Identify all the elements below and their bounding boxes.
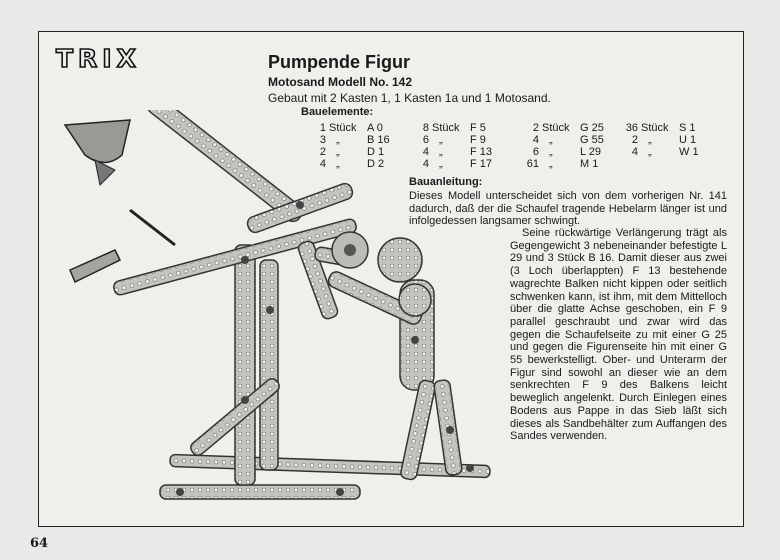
parts-list-item (523, 134, 614, 146)
sieve-tray (70, 250, 120, 282)
part-quantity: 4 (631, 146, 638, 158)
part-code: B 16 (367, 134, 390, 146)
part-quantity: 8 (422, 122, 429, 134)
instructions-heading: Bauanleitung: (409, 176, 483, 188)
part-quantity: 2 (631, 134, 638, 146)
part-quantity: 6 (422, 134, 429, 146)
shoulder-disc (399, 284, 431, 316)
base-foot-left (160, 485, 360, 499)
instructions-paragraph-1: Dieses Modell unterscheidet sich von dem vorherigen Nr. 141 dadurch, daß der die Schaufel tragende Hebelarm länger ist und infolgedessen langsamer schwingt. (409, 190, 727, 228)
page-number: 64 (30, 536, 49, 551)
part-code: D 2 (367, 158, 385, 170)
part-unit: „ (549, 158, 553, 170)
part-unit: „ (439, 134, 443, 146)
part-unit: „ (336, 146, 340, 158)
column-strip (235, 245, 255, 485)
instructions-paragraph-2: Seine rückwärtige Verlängerung trägt als Gegengewicht 3 nebeneinander befestigte L 29 und 3 Stück B 16. Damit dieser aus zwei (3 Loch überlappten) F 13 bestehende wagrechte Balken nicht kippen oder seitlich schwenken kann, ist ihm, mit dem Mittelloch über die glatte Achse geschoben, ein F 9 parallel geschraubt und zwar wird das gegen die Schaufelseite zu mit einer G 25 und gegen die Figurenseite hin mit einer G 55 bewerkstelligt. Ober- und Unterarm der Figur sind sowohl an dieser wie an dem senkrechten F 9 des Balkens leicht beweglich angelenkt. Durch Einlegen eines Bodens aus Pappe in das Sieb läßt sich dieses als Sandbehälter zum Auffangen des Sandes verwenden. (510, 227, 727, 443)
column-strip-2 (260, 260, 278, 470)
part-quantity: 6 (532, 146, 539, 158)
part-quantity: 4 (422, 158, 429, 170)
part-code: M 1 (580, 158, 599, 170)
parts-list-item (523, 158, 614, 170)
part-unit: Stück (641, 122, 669, 134)
figure-head (378, 238, 422, 282)
shovel-funnel (65, 120, 130, 163)
part-unit: „ (336, 134, 340, 146)
part-code: G 25 (580, 122, 604, 134)
trix-logo: TRIX (56, 44, 141, 73)
part-quantity: 4 (532, 134, 539, 146)
part-code: F 17 (470, 158, 493, 170)
part-code: W 1 (679, 146, 699, 158)
parts-list-item (622, 146, 713, 158)
base-strip (170, 454, 490, 477)
part-quantity: 2 (319, 146, 326, 158)
part-code: F 5 (470, 122, 486, 134)
model-subtitle: Motosand Modell No. 142 (268, 75, 413, 89)
parts-heading: Bauelemente: (301, 106, 374, 118)
part-unit: „ (336, 158, 340, 170)
part-code: F 9 (470, 134, 486, 146)
part-quantity: 4 (422, 146, 429, 158)
part-unit: Stück (542, 122, 570, 134)
part-quantity: 1 (319, 122, 326, 134)
parts-list-item (523, 146, 614, 158)
parts-list-item (523, 122, 614, 134)
part-code: L 29 (580, 146, 602, 158)
part-quantity: 61 (526, 158, 539, 170)
part-code: U 1 (679, 134, 697, 146)
part-code: G 55 (580, 134, 604, 146)
part-unit: „ (549, 134, 553, 146)
part-quantity: 4 (319, 158, 326, 170)
part-code: S 1 (679, 122, 696, 134)
part-quantity: 2 (532, 122, 539, 134)
built-with-line: Gebaut mit 2 Kasten 1, 1 Kasten 1a und 1 Motosand. (268, 91, 551, 105)
part-unit: „ (549, 146, 553, 158)
model-illustration (60, 110, 500, 510)
part-unit: „ (648, 146, 652, 158)
parts-list-item (622, 134, 713, 146)
part-quantity: 36 (625, 122, 638, 134)
part-unit: „ (648, 134, 652, 146)
shovel-rod (130, 210, 175, 245)
part-unit: „ (439, 146, 443, 158)
part-unit: Stück (329, 122, 357, 134)
part-unit: Stück (432, 122, 460, 134)
part-unit: „ (439, 158, 443, 170)
part-code: F 13 (470, 146, 493, 158)
parts-list-item (622, 122, 713, 134)
part-code: A 0 (367, 122, 383, 134)
page-title: Pumpende Figur (268, 52, 411, 72)
part-quantity: 3 (319, 134, 326, 146)
part-code: D 1 (367, 146, 385, 158)
